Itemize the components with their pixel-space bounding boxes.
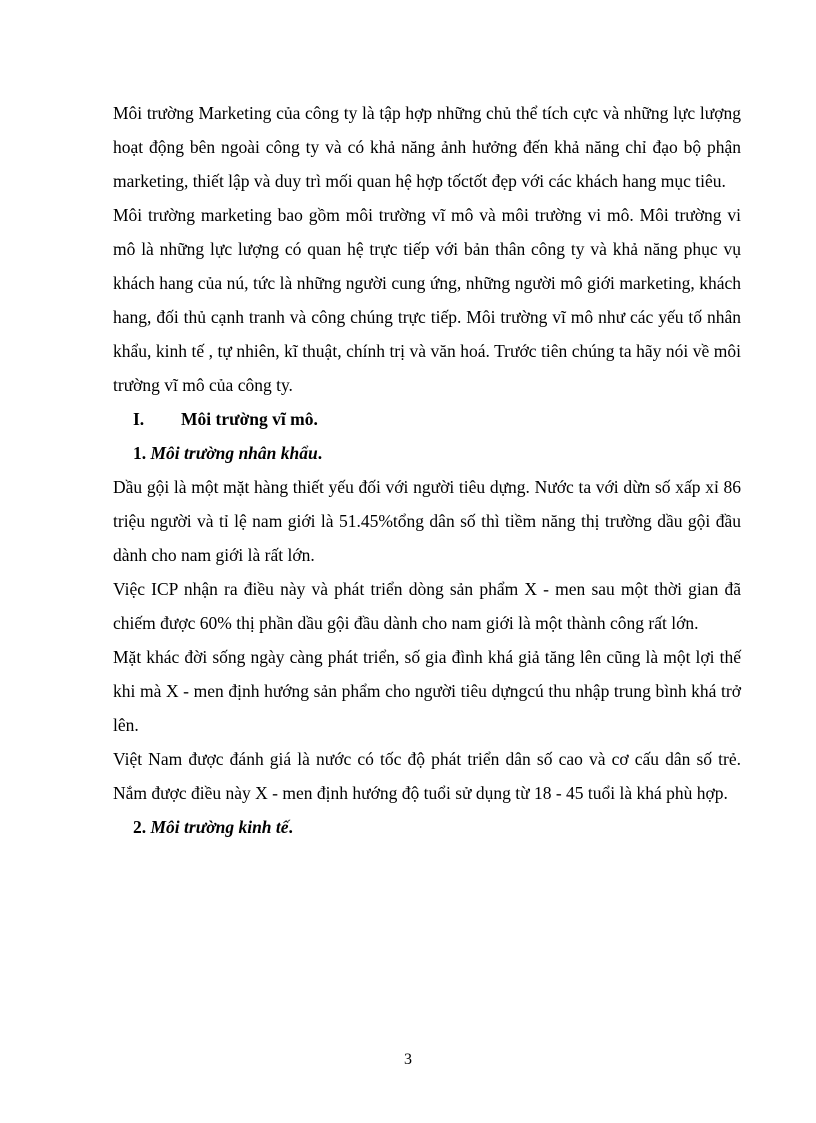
paragraph-section-1-4: Việt Nam được đánh giá là nước có tốc độ phát triển dân số cao và cơ cấu dân số trẻ. Nắm được điều này X - men định hướng độ tuổi sử dụng từ 18 - 45 tuổi là khá phù hợp. <box>113 749 741 803</box>
heading-1-number: I. <box>133 409 145 429</box>
page-content <box>113 96 741 844</box>
section-2-title: Môi trường kinh tế <box>150 817 289 837</box>
paragraph-intro-1: Môi trường Marketing của công ty là tập hợp những chủ thể tích cực và những lực lượng hoạt động bên ngoài công ty và có khả năng ảnh hưởng đến khả năng chỉ đạo bộ phận marketing, thiết lập và duy trì mối quan hệ hợp tốctốt đẹp với các khách hang mục tiêu. <box>113 103 741 191</box>
paragraph-intro-2: Môi trường marketing bao gồm môi trường vĩ mô và môi trường vi mô. Môi trường vi mô là những lực lượng có quan hệ trực tiếp với bản thân công ty và khả năng phục vụ khách hang của nú, tức là những người cung ứng, những người mô giới marketing, khách hang, đối thủ cạnh tranh và công chúng trực tiếp. Môi trường vĩ mô như các yếu tố nhân khẩu, kinh tế , tự nhiên, kĩ thuật, chính trị và văn hoá. Trước tiên chúng ta hãy nói về môi trường vĩ mô của công ty. <box>113 205 741 395</box>
section-1-title: Môi trường nhân khẩu <box>150 443 318 463</box>
page-number: 3 <box>404 1051 412 1068</box>
paragraph-section-1-3: Mặt khác đời sống ngày càng phát triển, số gia đình khá giả tăng lên cũng là một lợi thế khi mà X - men định hướng sản phẩm cho người tiêu dựngcú thu nhập trung bình khá trở lên. <box>113 647 741 735</box>
paragraph-section-1-1: Dầu gội là một mặt hàng thiết yếu đối với người tiêu dựng. Nước ta với dừn số xấp xỉ 86 triệu người và tỉ lệ nam giới là 51.45%tổng dân số thì tiềm năng thị trường dầu gội đầu dành cho nam giới là rất lớn. <box>113 477 741 565</box>
heading-section-1 <box>113 436 741 470</box>
section-2-suffix: . <box>288 817 293 837</box>
section-1-number: 1. <box>133 443 147 463</box>
heading-section-2 <box>113 810 741 844</box>
paragraph-section-1-2: Việc ICP nhận ra điều này và phát triển dòng sản phẩm X - men sau một thời gian đã chiếm được 60% thị phần dầu gội đầu dành cho nam giới là một thành công rất lớn. <box>113 579 741 633</box>
heading-1-title: Môi trường vĩ mô. <box>181 409 318 429</box>
section-1-suffix: . <box>317 443 323 463</box>
heading-section-I <box>113 402 741 436</box>
section-2-number: 2. <box>133 817 147 837</box>
